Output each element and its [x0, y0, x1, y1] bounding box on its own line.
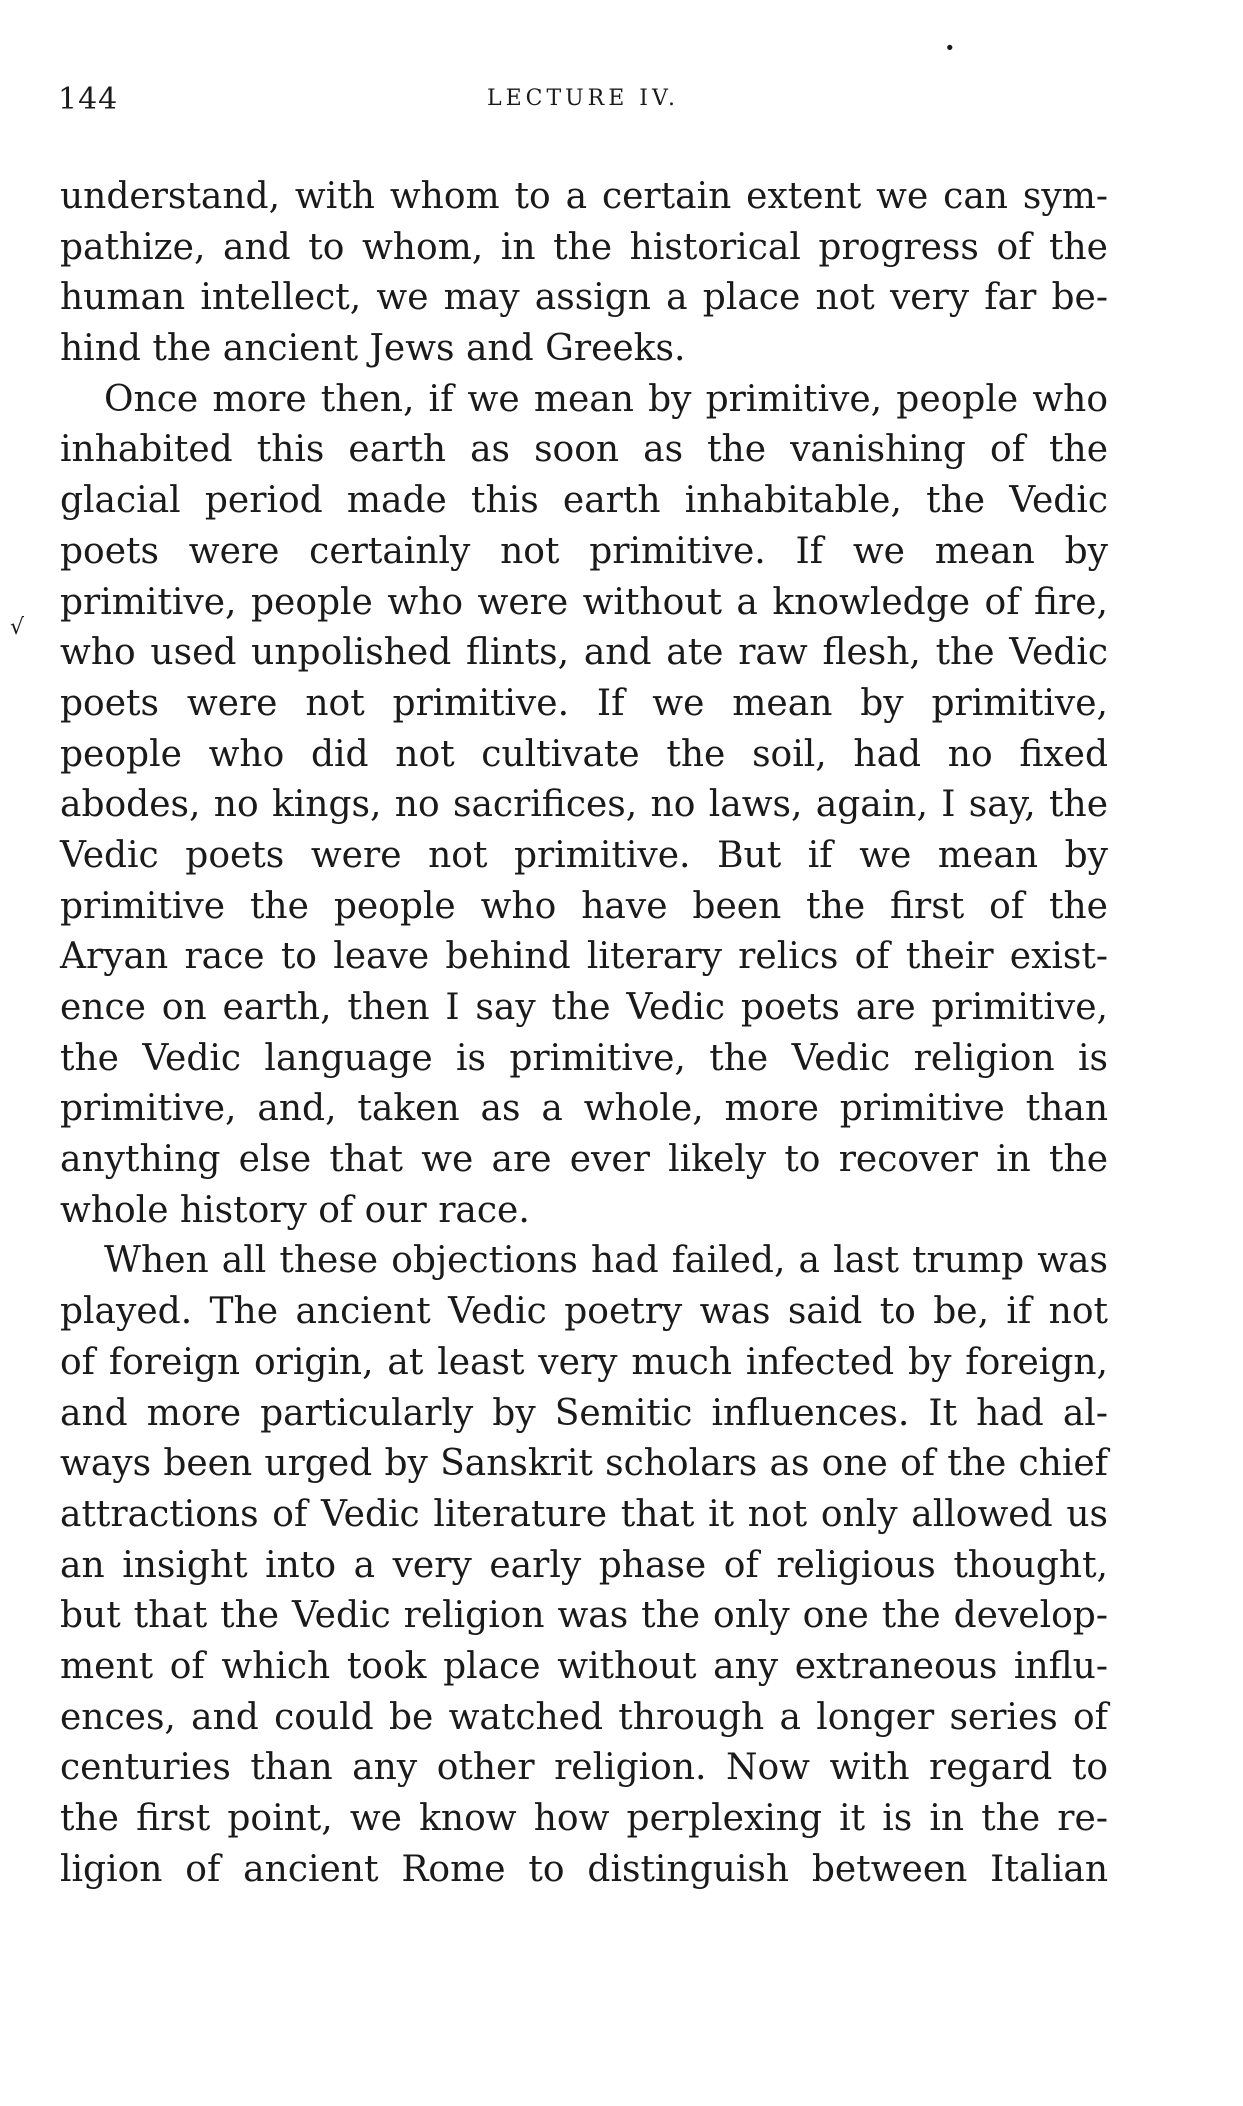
paragraph [60, 1236, 1108, 1895]
text-line: poets were certainly not primitive. If we mean by [60, 530, 1108, 572]
text-line: people who did not cultivate the soil, had no fixed [60, 733, 1108, 775]
text-line: the first point, we know how perplexing it is in the re- [60, 1798, 1108, 1839]
text-line: abodes, no kings, no sacrifices, no laws, again, I say, the [60, 784, 1108, 826]
text-line: the Vedic language is primitive, the Vedic religion is [60, 1037, 1108, 1079]
text-line: primitive the people who have been the first of the [60, 885, 1108, 927]
paragraph [60, 375, 1108, 1237]
running-head: LECTURE IV. [486, 86, 680, 111]
text-line: Aryan race to leave behind literary relics of their exist- [60, 936, 1108, 978]
text-line: attractions of Vedic literature that it not only allowed us [60, 1493, 1108, 1535]
text-line: Once more then, if we mean by primitive, people who [104, 378, 1108, 420]
text-line: played. The ancient Vedic poetry was said to be, if not [60, 1291, 1108, 1333]
text-line: glacial period made this earth inhabitable, the Vedic [60, 480, 1108, 522]
text-line: who used unpolished flints, and ate raw flesh, the Vedic [60, 632, 1108, 674]
text-line: hind the ancient Jews and Greeks. [60, 328, 686, 370]
text-line: ligion of ancient Rome to distinguish between Italian [60, 1848, 1108, 1890]
text-line: inhabited this earth as soon as the vanishing of the [60, 429, 1108, 471]
text-line: Vedic poets were not primitive. But if we mean by [60, 834, 1108, 876]
text-line: but that the Vedic religion was the only one the develop- [60, 1595, 1108, 1637]
margin-tick-mark: √ [10, 615, 25, 640]
paragraph [60, 172, 1108, 375]
text-line: When all these objections had failed, a last trump was [104, 1240, 1108, 1282]
ink-mark: • [940, 36, 958, 61]
text-line: centuries than any other religion. Now with regard to [60, 1747, 1108, 1789]
text-line: ment of which took place without any extraneous influ- [60, 1645, 1108, 1687]
text-line: and more particularly by Semitic influences. It had al- [60, 1392, 1108, 1434]
page-number: 144 [58, 82, 119, 117]
text-line: anything else that we are ever likely to recover in the [60, 1139, 1108, 1181]
text-line: pathize, and to whom, in the historical progress of the [60, 226, 1108, 268]
text-line: human intellect, we may assign a place not very far be- [60, 277, 1108, 319]
text-line: of foreign origin, at least very much infected by foreign, [60, 1341, 1108, 1383]
text-line: primitive, people who were without a knowledge of fire, [60, 581, 1108, 623]
text-line: primitive, and, taken as a whole, more primitive than [60, 1088, 1108, 1130]
text-line: understand, with whom to a certain extent we can sym- [60, 176, 1108, 217]
page-header [58, 82, 1108, 122]
text-line: whole history of our race. [60, 1189, 530, 1231]
text-line: ways been urged by Sanskrit scholars as one of the chief [60, 1443, 1108, 1485]
text-line: ence on earth, then I say the Vedic poets are primitive, [60, 987, 1108, 1028]
body-text [60, 172, 1108, 1895]
text-line: poets were not primitive. If we mean by primitive, [60, 682, 1108, 724]
text-line: an insight into a very early phase of religious thought, [60, 1544, 1108, 1586]
text-line: ences, and could be watched through a longer series of [60, 1696, 1108, 1738]
